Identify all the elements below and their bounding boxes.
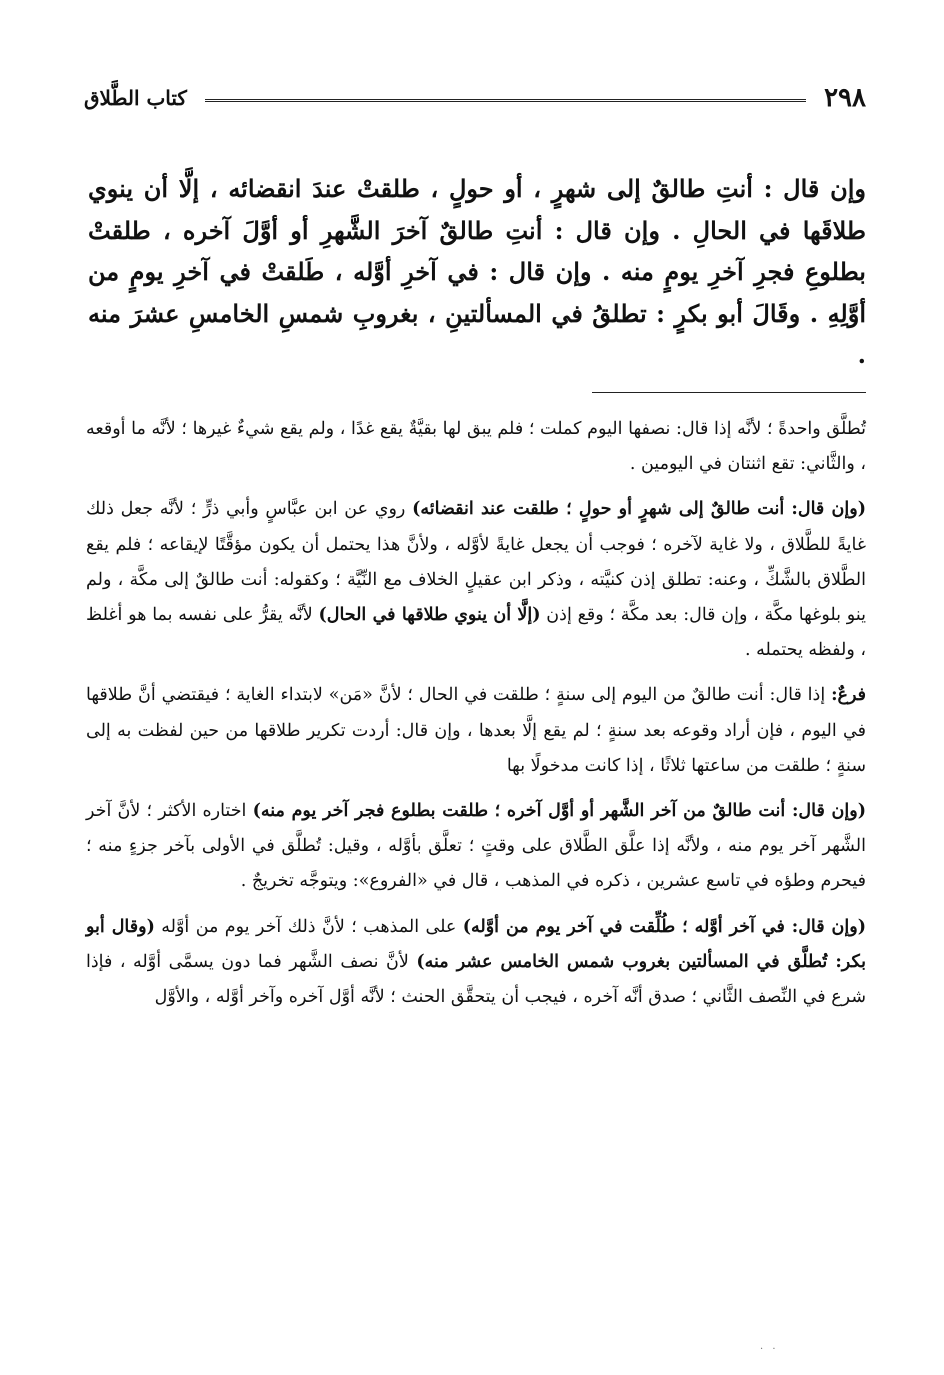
commentary-text: روي عن ابن عبَّاسٍ وأبي ذرٍّ ؛ لأنَّه جعل ذلك غايةً للطَّلاق ، ولا غاية لآخره ؛ فوجب أن يجعل غايةً لأوَّله ، ولأنَّ هذا يحتمل أن يكون مؤقَّتًا لإيقاعه ؛ فلم يقع الطَّلاق بالشَّكِّ ، وعنه: تطلق إذن كنيَّته ، وذكر ابن عقيلٍ الخلاف مع النِّيَّة ؛ وكقوله: أنت طالقٌ إلى مكَّة ، ولم ينو بلوغها مكَّة ، وإن قال: بعد مكَّة ؛ وقع إذن	[86, 499, 866, 626]
quoted-matn: (وإن قال: أنت طالقٌ إلى شهرٍ أو حولٍ ؛ طلقت عند انقضائه)	[412, 499, 866, 520]
sharh-commentary	[86, 412, 866, 1025]
commentary-paragraph-1: تُطلَّق واحدةً ؛ لأنَّه إذا قال: نصفها اليوم كملت ؛ فلم يبق لها بقيَّةٌ يقع غدًا ، ولم يقع شيءٌ غيرها ؛ لأنَّه ما أوقعه ، والثَّاني: تقع اثنتان في اليومين .	[86, 419, 866, 475]
scan-specks: · ·	[760, 1344, 779, 1355]
commentary-text: على المذهب ؛ لأنَّ ذلك آخر يوم من أوَّله	[154, 916, 463, 937]
commentary-text: لأنَّ نصف الشَّهر فما دون يسمَّى أوَّله ، فإذا شرع في النِّصف الثَّاني ؛ صدق أنَّه آخره ، فيجب أن يتحقَّق الحنث ؛ لأنَّه أوَّل آخره وآخر أوَّله ، والأوَّل	[86, 951, 866, 1008]
quoted-matn: (وقال أبو بكر: تُطلَّق في المسألتين بغروب شمس الخامس عشر منه)	[86, 916, 866, 972]
commentary-paragraph-5	[86, 910, 866, 1016]
far-heading: فرعٌ:	[831, 685, 866, 706]
commentary-paragraph-2	[86, 492, 866, 668]
commentary-text: إذا قال: أنت طالقٌ من اليوم إلى سنةٍ ؛ طلقت في الحال ؛ لأنَّ «مَن» لابتداء الغاية ؛ فيقتضي أنَّ طلاقها في اليوم ، فإن أراد وقوعه بعد سنةٍ ؛ لم يقع إلَّا بعدها ، وإن قال: أردت تكرير طلاقها من حين لفظت به إلى سنةٍ ؛ طلقت من ساعتها ثلاثًا ، إذا كانت مدخولًا بها	[86, 685, 866, 776]
book-title: كتاب الطَّلاق	[84, 86, 187, 110]
quoted-matn: (وإن قال: أنت طالقٌ من آخر الشَّهر أو أوَّل آخره ؛ طلقت بطلوع فجر آخر يوم منه)	[252, 801, 866, 822]
matn-paragraph: وإن قال : أنتِ طالقٌ إلى شهرٍ ، أو حولٍ ، طلقتْ عندَ انقضائه ، إلَّا أن ينوي طلاقَها في الحالِ . وإن قال : أنتِ طالقٌ آخرَ الشَّهرِ أو أوَّلَ آخره ، طلقتْ بطلوعِ فجرِ آخرِ يومٍ منه . وإن قال : في آخرِ أوَّله ، طَلقتْ في آخرِ يومٍ من أوَّلِهِ . وقَالَ أبو بكرٍ : تطلقُ في المسألتينِ ، بغروبِ شمسِ الخامسِ عشرَ منه .	[88, 174, 866, 369]
footnote-separator	[592, 392, 866, 393]
commentary-paragraph-3	[86, 678, 866, 784]
commentary-text: اختاره الأكثر ؛ لأنَّ آخر الشَّهر آخر يوم منه ، ولأنَّه إذا علَّق الطَّلاق على وقتٍ ؛ تعلَّق بأوَّله ، وقيل: تُطلَّق في الأولى بآخر جزءٍ منه ؛ فيحرم وطؤه في تاسع عشرين ، ذكره في المذهب ، قال في «الفروع»: ويتوجَّه تخريجٌ .	[86, 801, 866, 892]
quoted-matn: (إلَّا أن ينوي طلاقها في الحال)	[318, 605, 541, 626]
commentary-paragraph-4	[86, 794, 866, 900]
page-header	[84, 78, 866, 118]
commentary-text: لأنَّه يقرُّ على نفسه بما هو أغلظ ، ولفظه يحتمله .	[86, 605, 866, 661]
quoted-matn: (وإن قال: في آخر أوَّله ؛ طُلِّقت في آخر يوم من أوَّله)	[462, 916, 866, 937]
header-rule	[205, 99, 806, 102]
matn-text-block	[88, 168, 866, 376]
page-number: ٢٩٨	[824, 83, 866, 113]
